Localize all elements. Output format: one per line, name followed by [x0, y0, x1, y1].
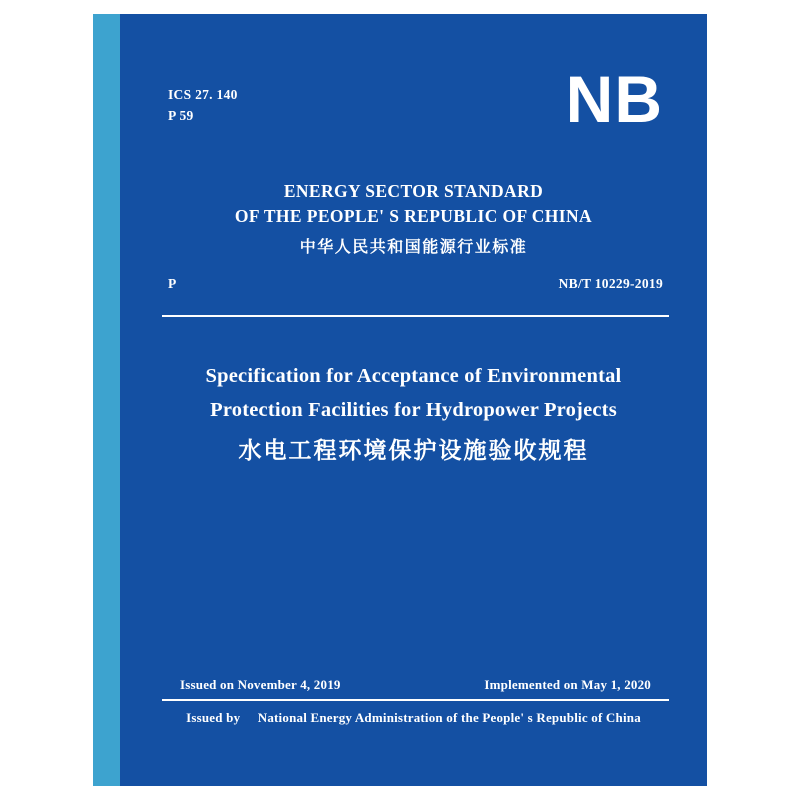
cover-content-area: [120, 14, 707, 786]
dates-row: [180, 677, 651, 693]
org-chinese: 中华人民共和国能源行业标准: [299, 239, 528, 256]
cover-spine-band: [93, 14, 120, 786]
standard-code-row: [168, 276, 663, 292]
issuing-organization-block: [120, 179, 707, 263]
issued-by-organization: National Energy Administration of the People' s Republic of China: [257, 710, 641, 725]
standard-cover: [93, 14, 707, 786]
divider-top: [162, 315, 669, 317]
implemented-date: Implemented on May 1, 2020: [484, 677, 651, 692]
title-chinese: 水电工程环境保护设施验收规程: [238, 438, 589, 463]
classification-code: P 59: [168, 108, 194, 123]
title-english-line-1: Specification for Acceptance of Environmental: [205, 365, 622, 387]
divider-bottom: [162, 699, 669, 701]
standard-title-block: [120, 359, 707, 471]
nb-logo: NB: [565, 62, 663, 136]
category-letter: P: [168, 276, 177, 291]
issued-date: Issued on November 4, 2019: [180, 677, 341, 692]
standard-number: NB/T 10229-2019: [558, 276, 663, 291]
org-english-line-2: OF THE PEOPLE' S REPUBLIC OF CHINA: [234, 206, 593, 226]
issued-by-row: [120, 710, 707, 726]
title-english-line-2: Protection Facilities for Hydropower Projects: [210, 399, 617, 421]
ics-number: ICS 27. 140: [168, 87, 238, 102]
ics-classification-block: [168, 84, 238, 126]
org-english-line-1: ENERGY SECTOR STANDARD: [283, 181, 544, 201]
issued-by-label: Issued by: [186, 710, 241, 725]
